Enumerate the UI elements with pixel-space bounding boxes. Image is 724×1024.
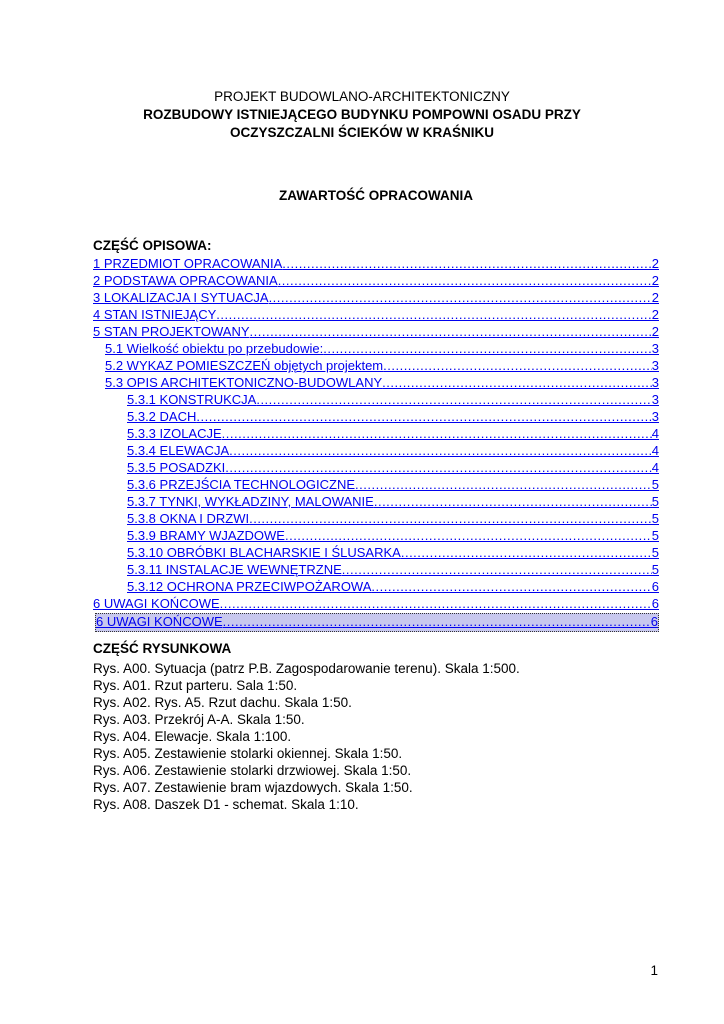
document-title <box>0 88 724 142</box>
toc-leader-dots <box>229 443 652 458</box>
drawing-item: Rys. A00. Sytuacja (patrz P.B. Zagospodarowanie terenu). Skala 1:500. <box>93 661 520 676</box>
toc-entry-page: 4 <box>651 426 659 441</box>
toc-leader-dots <box>250 324 652 339</box>
toc-entry[interactable] <box>93 341 659 358</box>
toc-leader-dots <box>323 341 652 356</box>
toc-entry-page: 5 <box>651 477 659 492</box>
toc-entry[interactable] <box>93 460 659 477</box>
drawing-item: Rys. A03. Przekrój A-A. Skala 1:50. <box>93 712 305 727</box>
toc-leader-dots <box>225 460 652 475</box>
toc-entry[interactable] <box>95 613 659 632</box>
toc-leader-dots <box>196 409 651 424</box>
toc-leader-dots <box>282 256 652 271</box>
toc-entry[interactable] <box>93 477 659 494</box>
toc-leader-dots <box>355 477 652 492</box>
descriptive-heading: CZĘŚĆ OPISOWA: <box>93 238 212 253</box>
toc-entry-label: 6 UWAGI KOŃCOWE <box>96 614 223 629</box>
toc-entry-page: 2 <box>651 290 659 305</box>
toc-entry-label: 5.3.6 PRZEJŚCIA TECHNOLOGICZNE <box>127 477 356 492</box>
toc-leader-dots <box>382 375 652 390</box>
toc-entry-page: 2 <box>651 307 659 322</box>
toc-entry-label: 5.3.4 ELEWACJA <box>127 443 230 458</box>
toc-entry-page: 3 <box>651 358 659 373</box>
toc-entry-label: 3 LOKALIZACJA I SYTUACJA <box>93 290 269 305</box>
toc-entry-page: 3 <box>651 375 659 390</box>
toc-entry[interactable] <box>93 324 659 341</box>
toc-entry[interactable] <box>93 256 659 273</box>
toc-leader-dots <box>223 614 651 629</box>
toc-entry-page: 5 <box>651 545 659 560</box>
toc-entry-page: 5 <box>651 562 659 577</box>
toc-entry[interactable] <box>93 409 659 426</box>
drawing-item: Rys. A08. Daszek D1 - schemat. Skala 1:10. <box>93 797 359 812</box>
toc-entry-label: 4 STAN ISTNIEJĄCY <box>93 307 217 322</box>
toc-entry[interactable] <box>93 596 659 613</box>
toc-entry-page: 5 <box>651 511 659 526</box>
toc-entry[interactable] <box>93 443 659 460</box>
toc-entry[interactable] <box>93 494 659 511</box>
toc-leader-dots <box>285 528 652 543</box>
toc-entry-page: 6 <box>650 614 658 629</box>
toc-entry-label: 5.2 WYKAZ POMIESZCZEŃ objętych projektem <box>105 358 384 373</box>
toc-entry[interactable] <box>93 562 659 579</box>
toc-leader-dots <box>220 596 652 611</box>
toc-entry[interactable] <box>93 375 659 392</box>
contents-title: ZAWARTOŚĆ OPRACOWANIA <box>278 188 473 203</box>
toc-entry-label: 5.3.9 BRAMY WJAZDOWE <box>127 528 285 543</box>
drawing-item: Rys. A07. Zestawienie bram wjazdowych. Skala 1:50. <box>93 780 413 795</box>
toc-leader-dots <box>374 494 652 509</box>
toc-entry-label: 5.3.10 OBRÓBKI BLACHARSKIE I ŚLUSARKA <box>127 545 401 560</box>
toc-entry[interactable] <box>93 511 659 528</box>
title-line-3: OCZYSZCZALNI ŚCIEKÓW W KRAŚNIKU <box>230 125 494 140</box>
toc-entry-page: 2 <box>651 256 659 271</box>
title-line-1: PROJEKT BUDOWLANO-ARCHITEKTONICZNY <box>214 89 510 104</box>
toc-leader-dots <box>269 290 652 305</box>
toc-leader-dots <box>222 426 652 441</box>
toc-entry[interactable] <box>93 273 659 290</box>
toc-entry[interactable] <box>93 579 659 596</box>
drawing-item: Rys. A01. Rzut parteru. Sala 1:50. <box>93 678 298 693</box>
toc-entry-page: 5 <box>651 528 659 543</box>
drawing-item: Rys. A05. Zestawienie stolarki okiennej. Skala 1:50. <box>93 746 403 761</box>
toc-entry-page: 2 <box>651 273 659 288</box>
drawings-list <box>93 660 520 813</box>
toc-entry-label: 1 PRZEDMIOT OPRACOWANIA <box>93 256 283 271</box>
toc-leader-dots <box>216 307 651 322</box>
toc-leader-dots <box>383 358 652 373</box>
toc-entry-page: 6 <box>651 596 659 611</box>
toc-entry-page: 4 <box>651 443 659 458</box>
toc-entry-page: 3 <box>651 392 659 407</box>
drawing-item: Rys. A06. Zestawienie stolarki drzwiowej. Skala 1:50. <box>93 763 412 778</box>
toc-entry[interactable] <box>93 528 659 545</box>
drawing-item: Rys. A02. Rys. A5. Rzut dachu. Skala 1:50. <box>93 695 352 710</box>
toc-entry-label: 5.3.11 INSTALACJE WEWNĘTRZNE <box>127 562 342 577</box>
toc-entry-page: 3 <box>651 341 659 356</box>
toc-entry-label: 5.3.5 POSADZKI <box>127 460 226 475</box>
toc-leader-dots <box>256 392 651 407</box>
toc-entry-page: 5 <box>651 494 659 509</box>
toc-leader-dots <box>401 545 652 560</box>
toc-leader-dots <box>371 579 651 594</box>
toc-leader-dots <box>249 511 652 526</box>
toc-entry-label: 5.3.7 TYNKI, WYKŁADZINY, MALOWANIE <box>127 494 374 509</box>
toc-entry-page: 4 <box>651 460 659 475</box>
toc-entry[interactable] <box>93 307 659 324</box>
toc-entry-label: 6 UWAGI KOŃCOWE <box>93 596 220 611</box>
toc-entry[interactable] <box>93 290 659 307</box>
toc-entry[interactable] <box>93 545 659 562</box>
toc-entry-label: 2 PODSTAWA OPRACOWANIA <box>93 273 278 288</box>
page-number: 1 <box>650 963 658 978</box>
toc-entry[interactable] <box>93 358 659 375</box>
toc-entry-label: 5.1 Wielkość obiektu po przebudowie: <box>105 341 324 356</box>
drawing-item: Rys. A04. Elewacje. Skala 1:100. <box>93 729 292 744</box>
toc-entry[interactable] <box>93 392 659 409</box>
toc-entry-label: 5 STAN PROJEKTOWANY <box>93 324 250 339</box>
toc-entry-label: 5.3.3 IZOLACJE <box>127 426 222 441</box>
toc-entry[interactable] <box>93 426 659 443</box>
table-of-contents <box>93 256 659 632</box>
toc-entry-label: 5.3 OPIS ARCHITEKTONICZNO-BUDOWLANY <box>105 375 383 390</box>
title-line-2: ROZBUDOWY ISTNIEJĄCEGO BUDYNKU POMPOWNI OSADU PRZY <box>143 107 581 122</box>
toc-entry-label: 5.3.2 DACH <box>127 409 197 424</box>
toc-leader-dots <box>278 273 652 288</box>
toc-entry-page: 6 <box>651 579 659 594</box>
toc-leader-dots <box>342 562 652 577</box>
toc-entry-page: 2 <box>651 324 659 339</box>
toc-entry-label: 5.3.12 OCHRONA PRZECIWPOŻAROWA <box>127 579 372 594</box>
toc-entry-label: 5.3.8 OKNA I DRZWI <box>127 511 250 526</box>
toc-entry-label: 5.3.1 KONSTRUKCJA <box>127 392 257 407</box>
toc-entry-page: 3 <box>651 409 659 424</box>
drawings-heading: CZĘŚĆ RYSUNKOWA <box>93 641 232 656</box>
